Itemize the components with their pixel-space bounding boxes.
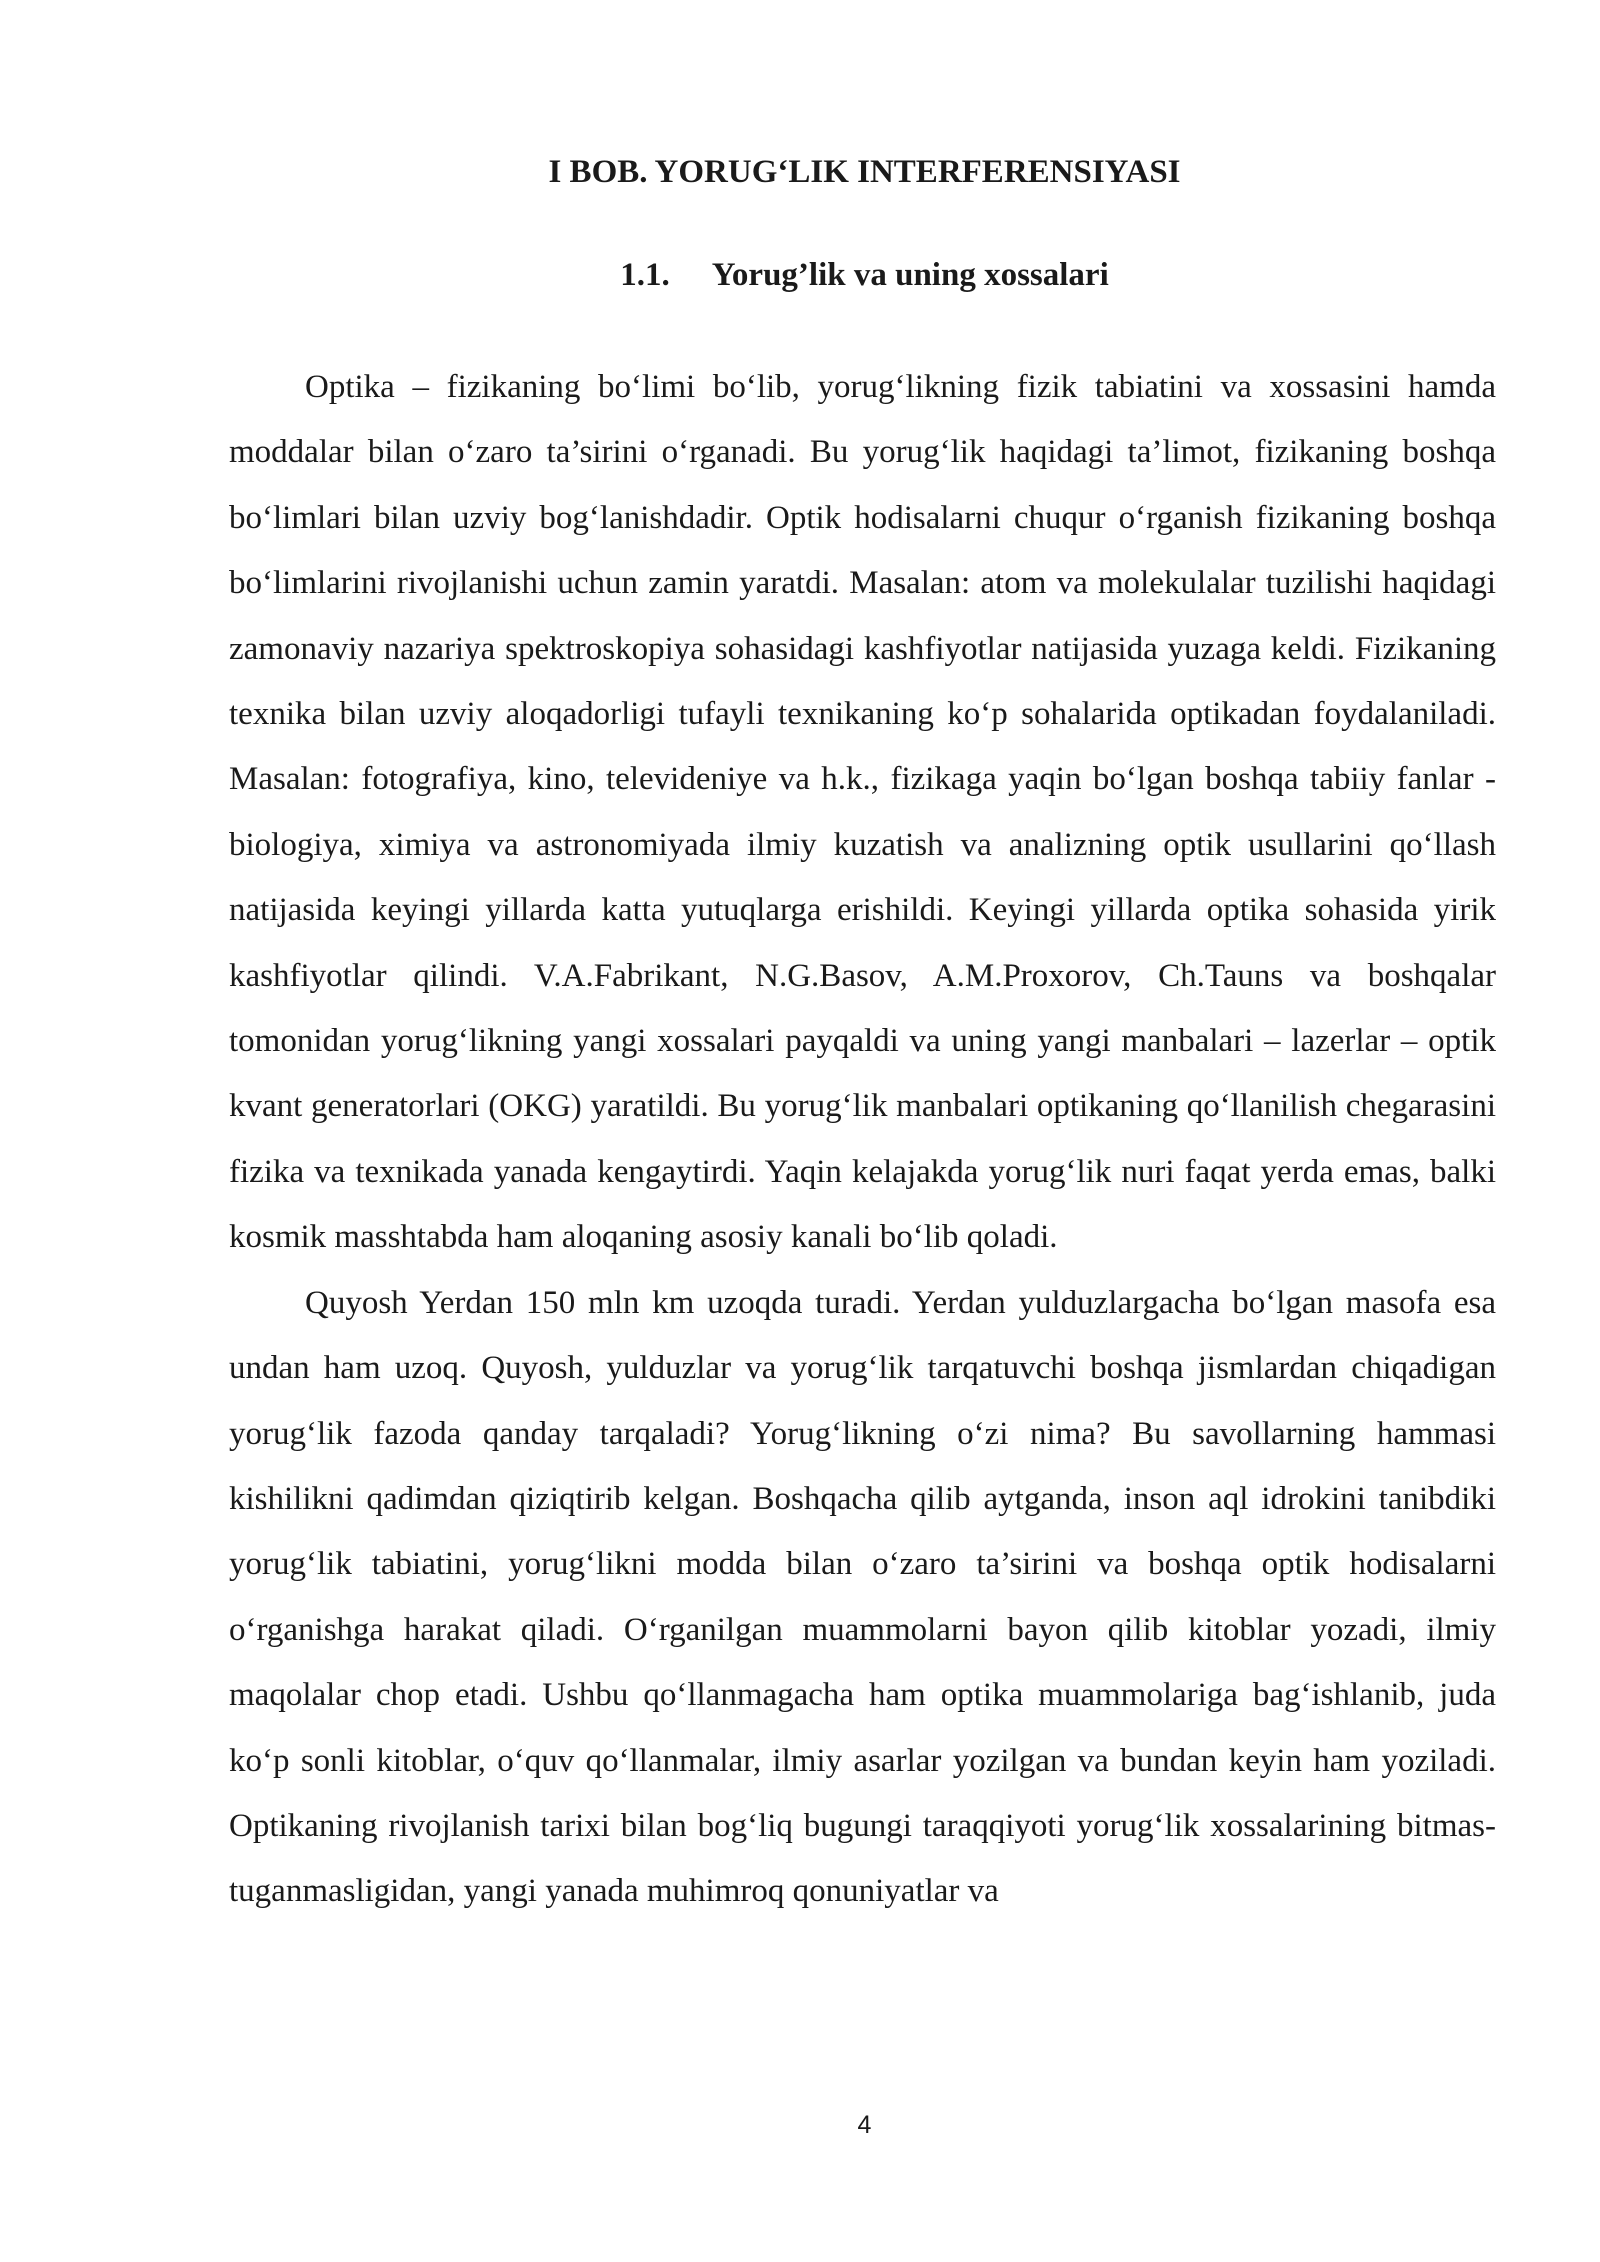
paragraph: Optika – fizikaning bo‘limi bo‘lib, yorug‘likning fizik tabiatini va xossasini hamda moddalar bilan o‘zaro ta’sirini o‘rganadi. Bu yorug‘lik haqidagi ta’limot, fizikaning boshqa bo‘limlari bilan uzviy bog‘lanishdadir. Optik hodisalarni chuqur o‘rganish fizikaning boshqa bo‘limlarini rivojlanishi uchun zamin yaratdi. Masalan: atom va molekulalar tuzilishi haqidagi zamonaviy nazariya spektroskopiya sohasidagi kashfiyotlar natijasida yuzaga keldi. Fizikaning texnika bilan uzviy aloqadorligi tufayli texnikaning ko‘p sohalarida optikadan foydalaniladi. Masalan: fotografiya, kino, televideniye va h.k., fizikaga yaqin bo‘lgan boshqa tabiiy fanlar - biologiya, ximiya va astronomiyada ilmiy kuzatish va analizning optik usullarini qo‘llash natijasida keyingi yillarda katta yutuqlarga erishildi. Keyingi yillarda optika sohasida yirik kashfiyotlar qilindi. V.A.Fabrikant, N.G.Basov, A.M.Proxorov, Ch.Tauns va boshqalar tomonidan yorug‘likning yangi xossalari payqaldi va uning yangi manbalari – lazerlar – optik kvant generatorlari (OKG) yaratildi. Bu yorug‘lik manbalari optikaning qo‘llanilish chegarasini fizika va texnikada yanada kengaytirdi. Yaqin kelajakda yorug‘lik nuri faqat yerda emas, balki kosmik masshtabda ham aloqaning asosiy kanali bo‘lib qoladi.	[229, 369, 1496, 1256]
paragraph: Quyosh Yerdan 150 mln km uzoqda turadi. Yerdan yulduzlargacha bo‘lgan masofa esa undan ham uzoq. Quyosh, yulduzlar va yorug‘lik tarqatuvchi boshqa jismlardan chiqadigan yorug‘lik fazoda qanday tarqaladi? Yorug‘likning o‘zi nima? Bu savollarning hammasi kishilikni qadimdan qiziqtirib kelgan. Boshqacha qilib aytganda, inson aql idrokini tanibdiki yorug‘lik tabiatini, yorug‘likni modda bilan o‘zaro ta’sirini va boshqa optik hodisalarni o‘rganishga harakat qiladi. O‘rganilgan muammolarni bayon qilib kitoblar yozadi, ilmiy maqolalar chop etadi. Ushbu qo‘llanmagacha ham optika muammolariga bag‘ishlanib, juda ko‘p sonli kitoblar, o‘quv qo‘llanmalar, ilmiy asarlar yozilgan va bundan keyin ham yoziladi. Optikaning rivojlanish tarixi bilan bog‘liq bugungi taraqqiyoti yorug‘lik xossalarining bitmas-tuganmasligidan, yangi yanada muhimroq qonuniyatlar va	[229, 1284, 1496, 1910]
section-title: Yorug’lik va uning xossalari	[711, 257, 1109, 293]
section-heading	[0, 255, 1600, 295]
chapter-title: I BOB. YORUG‘LIK INTERFERENSIYASI	[548, 154, 1181, 190]
body-text	[229, 355, 1496, 1925]
section-number: 1.1.	[620, 257, 670, 293]
page-number: 4	[857, 2111, 872, 2139]
